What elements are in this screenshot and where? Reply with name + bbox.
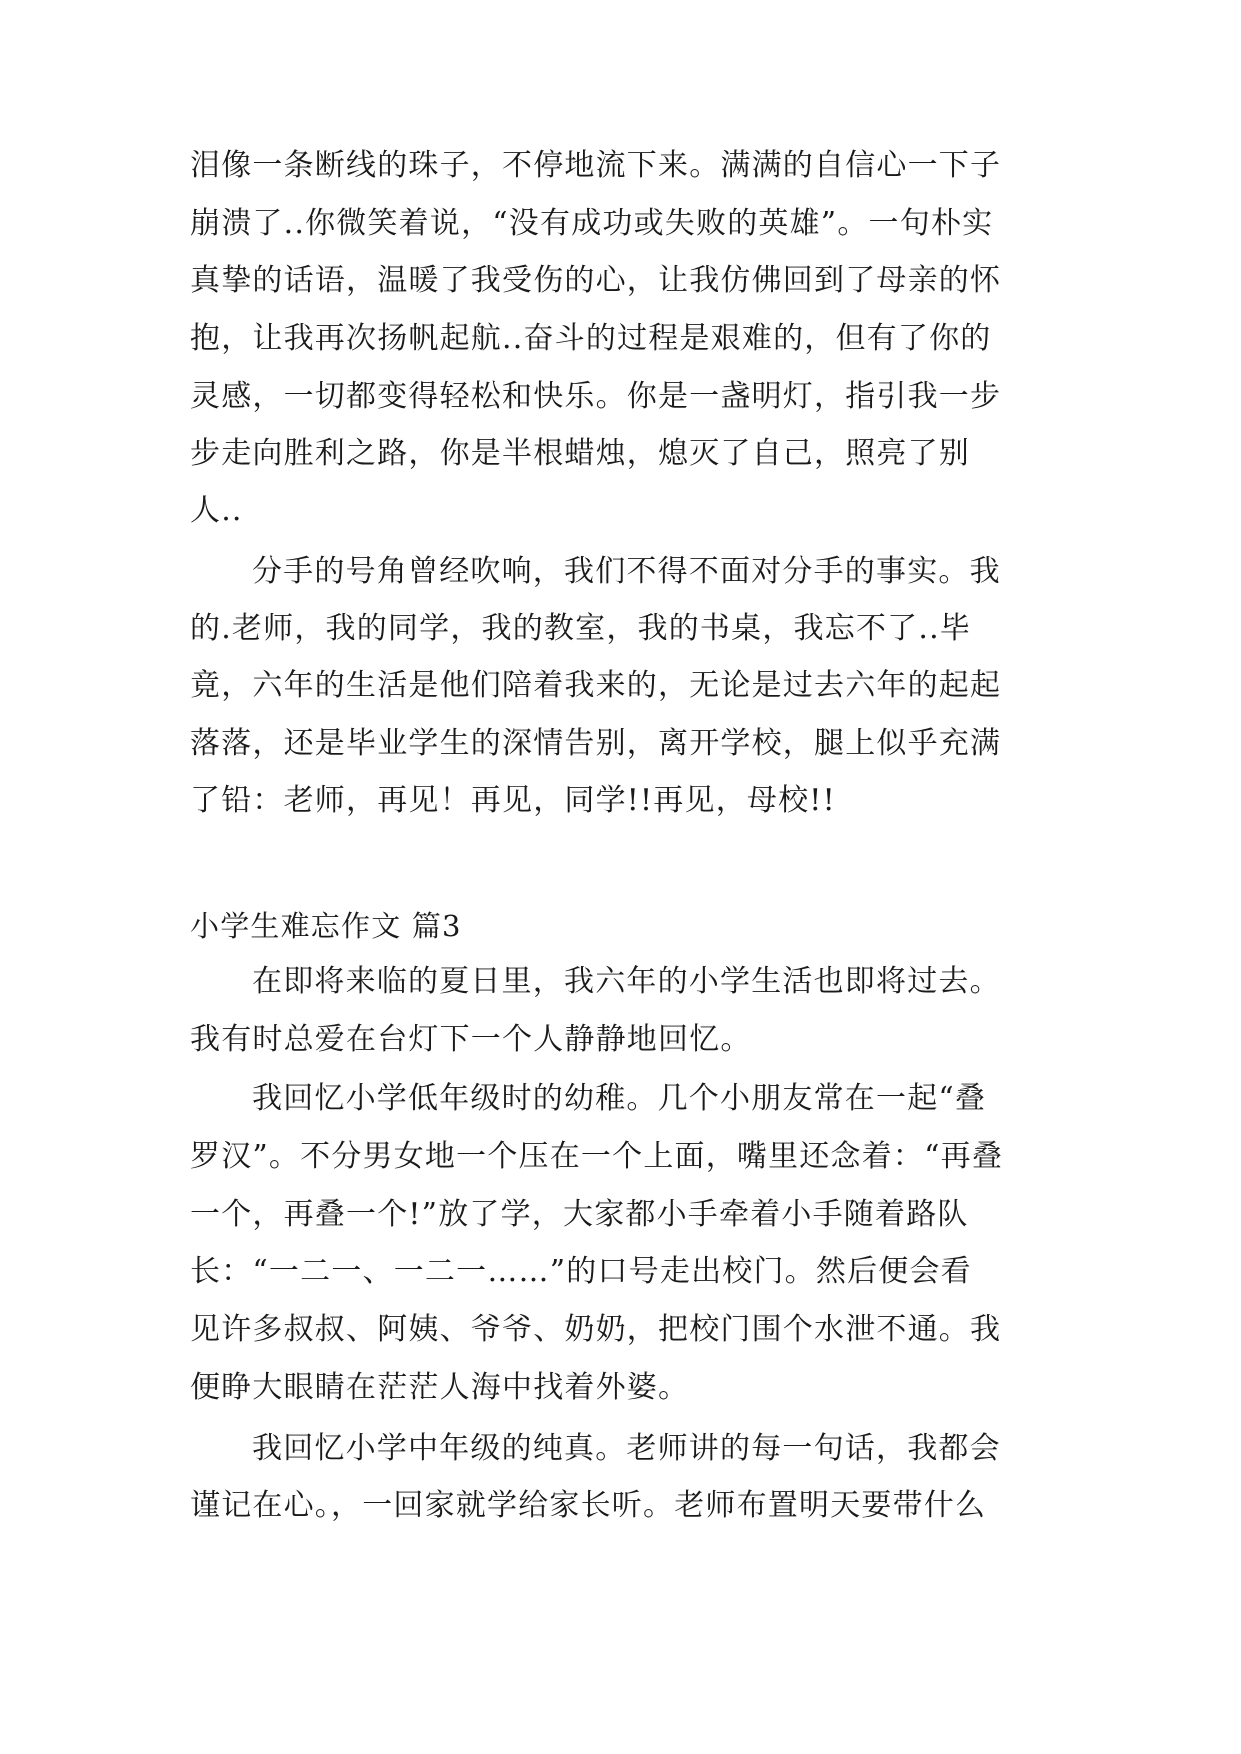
paragraph-line: 谨记在心。，一回家就学给家长听。老师布置明天要带什么 [190,1488,987,1523]
paragraph-line: 罗汉”。不分男女地一个压在一个上面，嘴里还念着：“再叠 [190,1139,1004,1174]
paragraph-line: 便睁大眼睛在茫茫人海中找着外婆。 [190,1370,690,1405]
paragraph-line: 竟，六年的生活是他们陪着我来的，无论是过去六年的起起 [190,668,1002,703]
paragraph-line: 步走向胜利之路，你是半根蜡烛，熄灭了自己，照亮了别 [190,436,970,471]
paragraph-line: 崩溃了..你微笑着说，“没有成功或失败的英雄”。一句朴实 [190,206,994,241]
paragraph-line: 分手的号角曾经吹响，我们不得不面对分手的事实。我 [252,554,1001,589]
paragraph-line: 了铅：老师，再见！再见，同学!!再见，母校!! [190,783,836,818]
paragraph-line: 在即将来临的夏日里，我六年的小学生活也即将过去。 [252,964,1001,999]
paragraph-line: 一个，再叠一个!”放了学，大家都小手牵着小手随着路队 [190,1197,969,1232]
paragraph-line: 人.. [190,493,243,528]
paragraph-line: 落落，还是毕业学生的深情告别，离开学校，腿上似乎充满 [190,726,1002,761]
paragraph-line: 真挚的话语，温暖了我受伤的心，让我仿佛回到了母亲的怀 [190,263,1002,298]
paragraph-line: 长：“一二一、一二一……”的口号走出校门。然后便会看 [190,1254,972,1289]
paragraph-line: 我回忆小学中年级的纯真。老师讲的每一句话，我都会 [252,1431,1001,1466]
paragraph-line: 抱，让我再次扬帆起航..奋斗的过程是艰难的，但有了你的 [190,321,992,356]
paragraph-line: 的.老师，我的同学，我的教室，我的书桌，我忘不了..毕 [190,611,972,646]
paragraph-line: 见许多叔叔、阿姨、爷爷、奶奶，把校门围个水泄不通。我 [190,1312,1002,1347]
section-heading: 小学生难忘作文 篇3 [190,909,462,943]
paragraph-line: 泪像一条断线的珠子，不停地流下来。满满的自信心一下子 [190,148,1002,183]
paragraph-line: 灵感，一切都变得轻松和快乐。你是一盏明灯，指引我一步 [190,379,1002,414]
paragraph-line: 我回忆小学低年级时的幼稚。几个小朋友常在一起“叠 [252,1081,987,1116]
paragraph-line: 我有时总爱在台灯下一个人静静地回忆。 [190,1022,752,1057]
